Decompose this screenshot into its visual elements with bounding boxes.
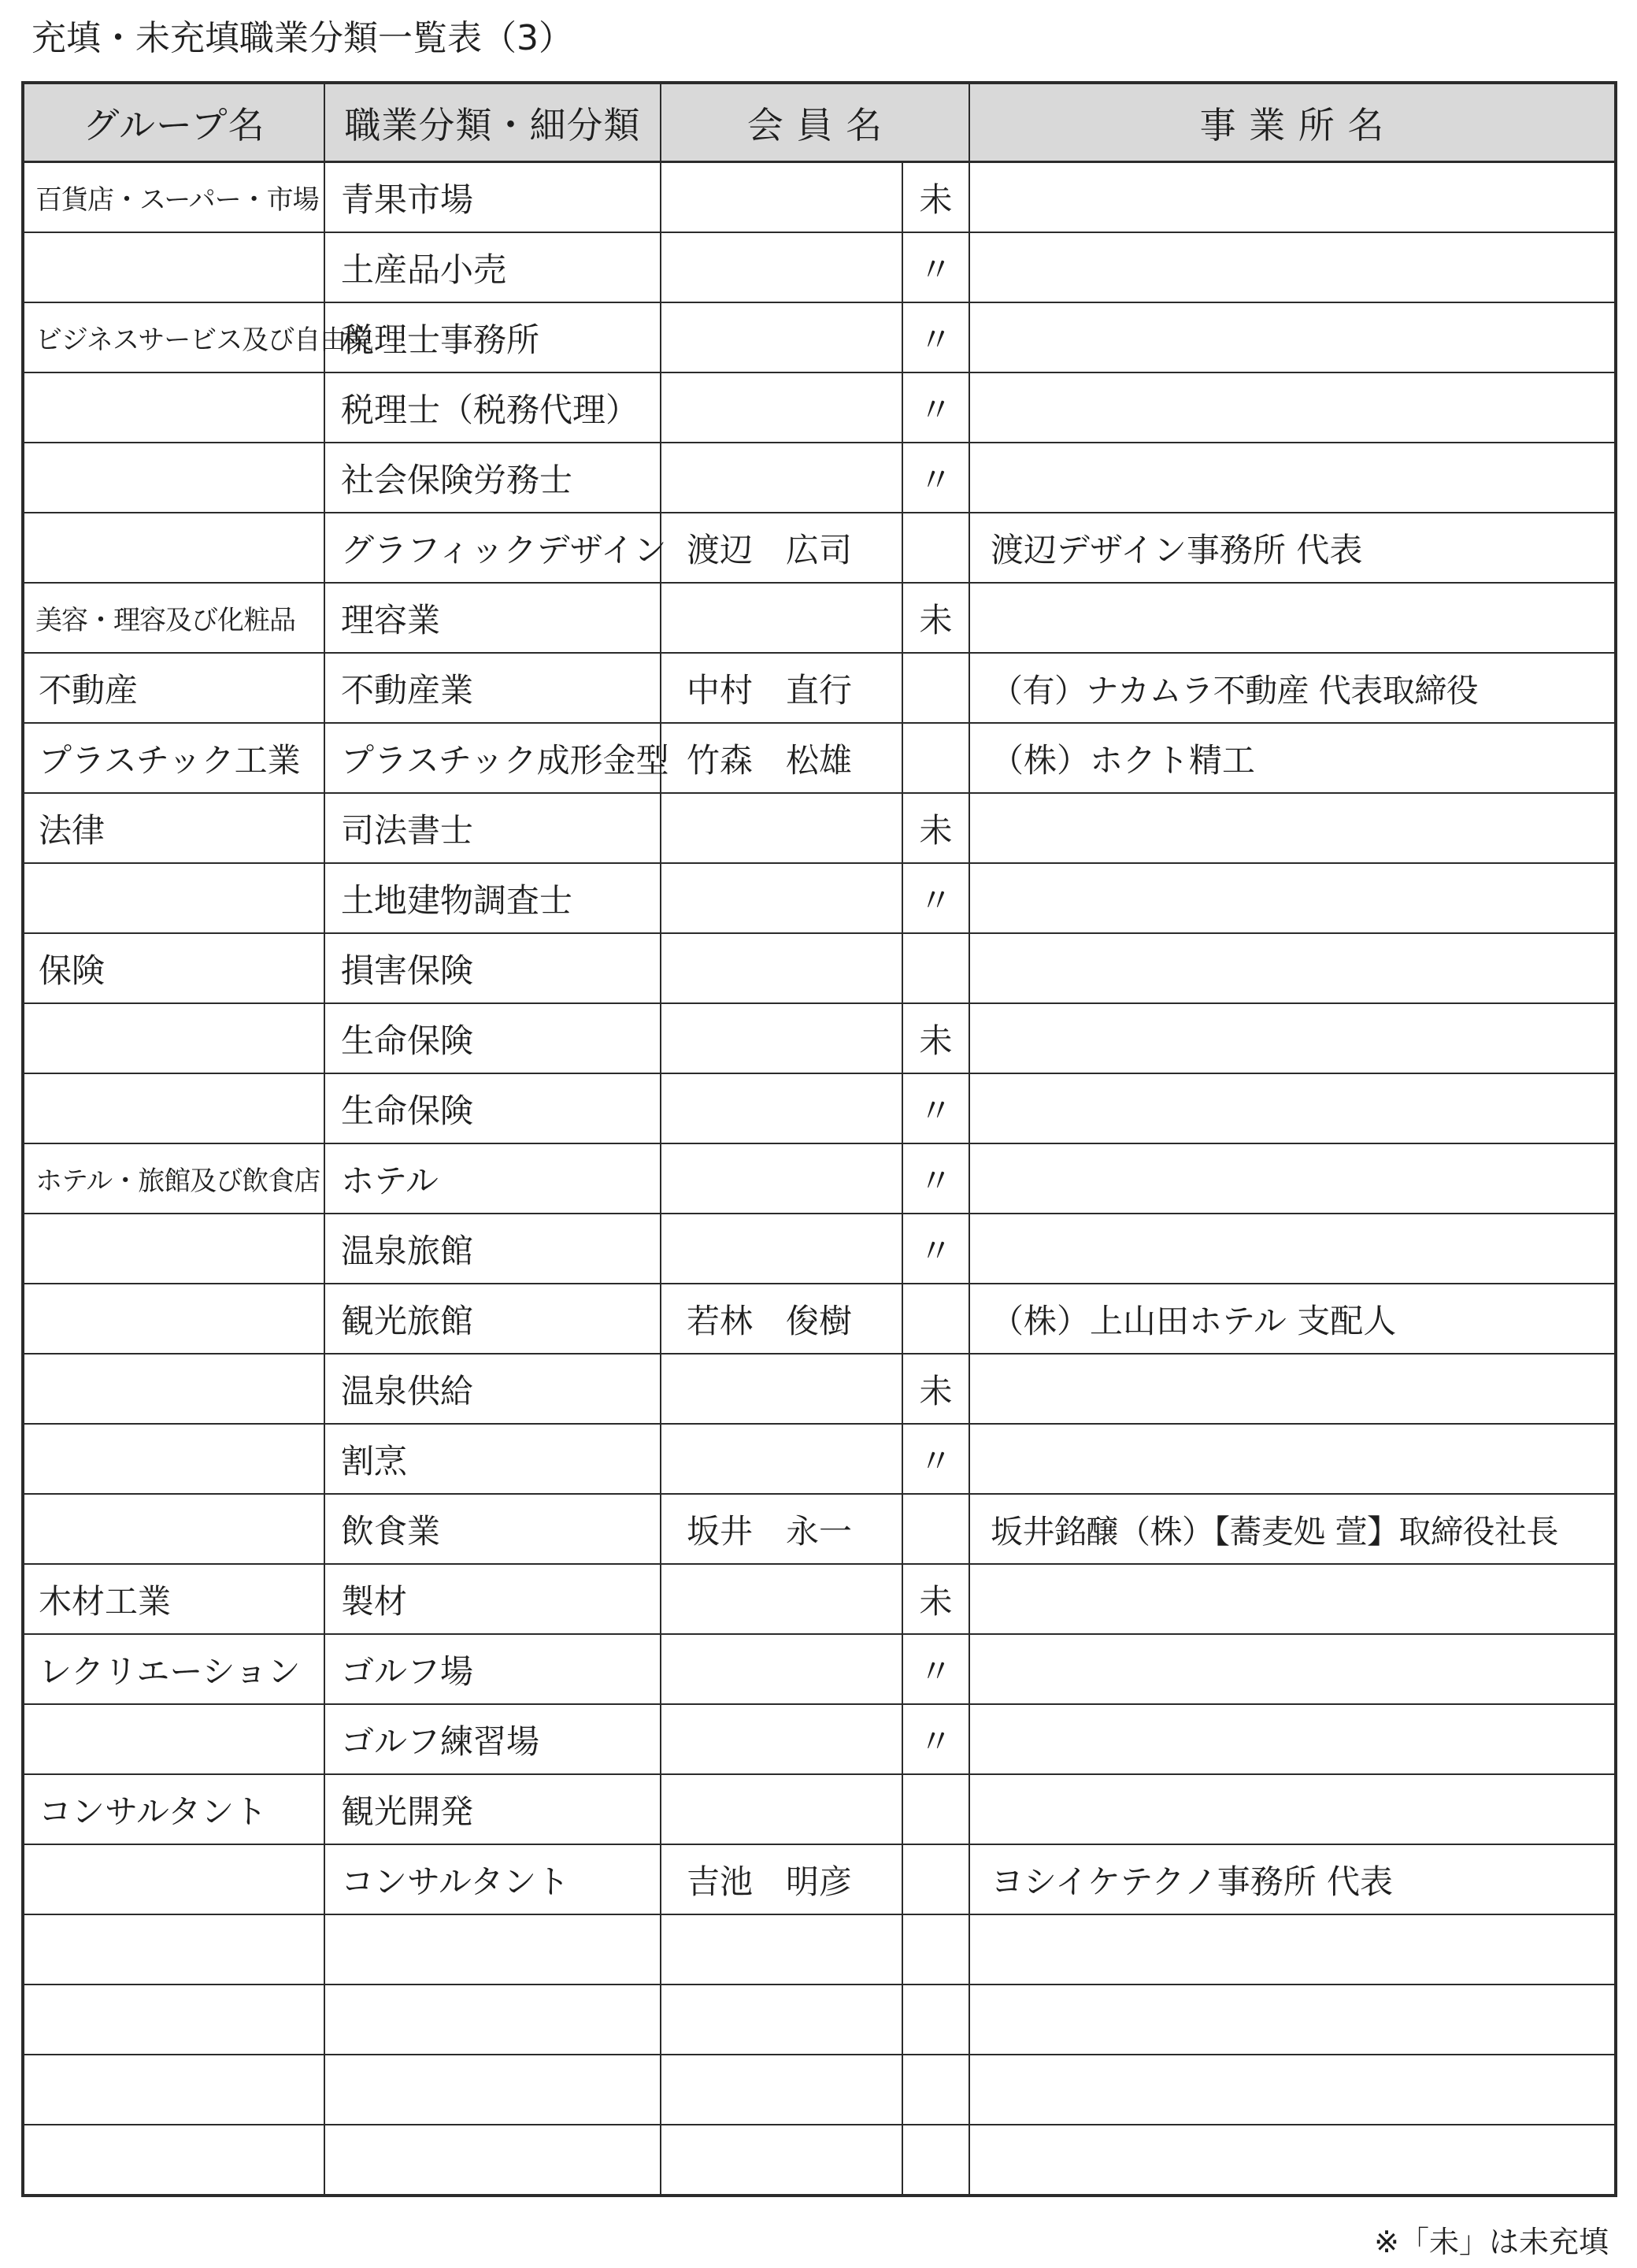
group-cell: コンサルタント	[23, 1774, 324, 1844]
group-cell	[23, 1844, 324, 1914]
group-cell: 美容・理容及び化粧品	[23, 583, 324, 653]
header-office: 事 業 所 名	[969, 83, 1616, 162]
status-mark-cell	[902, 1984, 969, 2055]
member-cell	[661, 302, 902, 372]
office-cell	[969, 162, 1616, 233]
status-mark-cell: 〃	[902, 1634, 969, 1704]
group-cell	[23, 1214, 324, 1284]
office-cell	[969, 302, 1616, 372]
table-row	[23, 583, 1616, 653]
occupation-table	[21, 81, 1617, 2197]
category-cell: 生命保険	[324, 1003, 661, 1073]
status-mark-cell	[902, 513, 969, 583]
category-cell: プラスチック成形金型	[324, 723, 661, 793]
category-cell: 温泉供給	[324, 1354, 661, 1424]
category-cell: ホテル	[324, 1143, 661, 1214]
category-cell	[324, 1914, 661, 1984]
table-row	[23, 162, 1616, 233]
group-cell: ビジネスサービス及び自由業	[23, 302, 324, 372]
status-mark-cell	[902, 2055, 969, 2125]
table-row	[23, 653, 1616, 723]
member-cell: 若林 俊樹	[661, 1284, 902, 1354]
group-cell: 保険	[23, 933, 324, 1003]
office-cell	[969, 2125, 1616, 2196]
group-cell	[23, 1003, 324, 1073]
table-row	[23, 2055, 1616, 2125]
member-cell: 坂井 永一	[661, 1494, 902, 1564]
status-mark-cell: 〃	[902, 232, 969, 302]
status-mark-cell	[902, 1494, 969, 1564]
member-cell	[661, 933, 902, 1003]
table-row	[23, 723, 1616, 793]
table-row	[23, 1143, 1616, 1214]
table-row	[23, 1073, 1616, 1143]
table-row	[23, 1984, 1616, 2055]
group-cell	[23, 1073, 324, 1143]
group-cell: 木材工業	[23, 1564, 324, 1634]
office-cell	[969, 1003, 1616, 1073]
member-cell	[661, 443, 902, 513]
group-cell	[23, 1354, 324, 1424]
member-cell	[661, 2055, 902, 2125]
status-mark-cell	[902, 2125, 969, 2196]
office-cell	[969, 1634, 1616, 1704]
group-cell	[23, 232, 324, 302]
office-cell	[969, 1354, 1616, 1424]
status-mark-cell: 〃	[902, 1214, 969, 1284]
header-row	[23, 83, 1616, 162]
group-cell	[23, 1284, 324, 1354]
category-cell: 温泉旅館	[324, 1214, 661, 1284]
office-cell	[969, 863, 1616, 933]
group-cell: 法律	[23, 793, 324, 863]
table-row	[23, 443, 1616, 513]
office-cell: 坂井銘醸（株）【蕎麦処 萱】取締役社長	[969, 1494, 1616, 1564]
office-cell	[969, 2055, 1616, 2125]
status-mark-cell: 未	[902, 1003, 969, 1073]
category-cell: 観光開発	[324, 1774, 661, 1844]
office-cell	[969, 1564, 1616, 1634]
member-cell	[661, 372, 902, 443]
table-row	[23, 1494, 1616, 1564]
category-cell: 損害保険	[324, 933, 661, 1003]
member-cell: 中村 直行	[661, 653, 902, 723]
category-cell: ゴルフ場	[324, 1634, 661, 1704]
status-mark-cell	[902, 1914, 969, 1984]
group-cell: 不動産	[23, 653, 324, 723]
office-cell: （株）ホクト精工	[969, 723, 1616, 793]
table-row	[23, 1003, 1616, 1073]
group-cell	[23, 2055, 324, 2125]
member-cell	[661, 162, 902, 233]
table-row	[23, 933, 1616, 1003]
group-cell: レクリエーション	[23, 1634, 324, 1704]
table-row	[23, 793, 1616, 863]
status-mark-cell	[902, 723, 969, 793]
group-cell: プラスチック工業	[23, 723, 324, 793]
category-cell	[324, 2125, 661, 2196]
status-mark-cell	[902, 653, 969, 723]
office-cell	[969, 1774, 1616, 1844]
office-cell	[969, 793, 1616, 863]
table-row	[23, 372, 1616, 443]
category-cell: 青果市場	[324, 162, 661, 233]
office-cell: ヨシイケテクノ事務所 代表	[969, 1844, 1616, 1914]
office-cell	[969, 1704, 1616, 1774]
status-mark-cell: 〃	[902, 443, 969, 513]
member-cell	[661, 1774, 902, 1844]
status-mark-cell	[902, 1774, 969, 1844]
category-cell: 割烹	[324, 1424, 661, 1494]
table-row	[23, 1914, 1616, 1984]
member-cell	[661, 1984, 902, 2055]
status-mark-cell: 〃	[902, 1704, 969, 1774]
member-cell	[661, 583, 902, 653]
office-cell	[969, 1424, 1616, 1494]
member-cell	[661, 1634, 902, 1704]
group-cell	[23, 1704, 324, 1774]
member-cell	[661, 1003, 902, 1073]
category-cell: 土産品小売	[324, 232, 661, 302]
table-body	[23, 162, 1616, 2196]
header-category: 職業分類・細分類	[324, 83, 661, 162]
status-mark-cell: 未	[902, 1354, 969, 1424]
group-cell	[23, 2125, 324, 2196]
category-cell: 理容業	[324, 583, 661, 653]
table-row	[23, 1424, 1616, 1494]
category-cell: 飲食業	[324, 1494, 661, 1564]
category-cell	[324, 2055, 661, 2125]
group-cell	[23, 372, 324, 443]
member-cell: 渡辺 広司	[661, 513, 902, 583]
category-cell: 観光旅館	[324, 1284, 661, 1354]
category-cell: 税理士事務所	[324, 302, 661, 372]
table-row	[23, 1704, 1616, 1774]
table-row	[23, 1844, 1616, 1914]
status-mark-cell: 〃	[902, 1424, 969, 1494]
office-cell: 渡辺デザイン事務所 代表	[969, 513, 1616, 583]
member-cell	[661, 863, 902, 933]
category-cell: 司法書士	[324, 793, 661, 863]
table-row	[23, 1354, 1616, 1424]
table-row	[23, 1214, 1616, 1284]
status-mark-cell: 〃	[902, 863, 969, 933]
member-cell	[661, 1424, 902, 1494]
category-cell: 不動産業	[324, 653, 661, 723]
group-cell	[23, 1424, 324, 1494]
table-row	[23, 1284, 1616, 1354]
office-cell	[969, 1073, 1616, 1143]
category-cell: 製材	[324, 1564, 661, 1634]
group-cell	[23, 513, 324, 583]
member-cell	[661, 2125, 902, 2196]
status-mark-cell: 〃	[902, 1143, 969, 1214]
header-group: グループ名	[23, 83, 324, 162]
member-cell	[661, 1143, 902, 1214]
table-row	[23, 232, 1616, 302]
table-row	[23, 1774, 1616, 1844]
category-cell: 社会保険労務士	[324, 443, 661, 513]
footnote: ※「未」は未充填	[1374, 2225, 1609, 2259]
status-mark-cell: 未	[902, 162, 969, 233]
category-cell: グラフィックデザイン	[324, 513, 661, 583]
member-cell	[661, 1914, 902, 1984]
page-title: 充填・未充填職業分類一覧表（3）	[31, 18, 573, 58]
status-mark-cell: 未	[902, 793, 969, 863]
member-cell	[661, 1073, 902, 1143]
office-cell	[969, 933, 1616, 1003]
status-mark-cell: 未	[902, 1564, 969, 1634]
status-mark-cell: 未	[902, 583, 969, 653]
member-cell: 竹森 松雄	[661, 723, 902, 793]
group-cell	[23, 1494, 324, 1564]
member-cell	[661, 1354, 902, 1424]
status-mark-cell	[902, 1284, 969, 1354]
table-row	[23, 863, 1616, 933]
office-cell	[969, 372, 1616, 443]
status-mark-cell	[902, 933, 969, 1003]
status-mark-cell: 〃	[902, 1073, 969, 1143]
member-cell	[661, 1564, 902, 1634]
table-row	[23, 513, 1616, 583]
office-cell	[969, 443, 1616, 513]
category-cell: 税理士（税務代理）	[324, 372, 661, 443]
group-cell	[23, 1914, 324, 1984]
member-cell: 吉池 明彦	[661, 1844, 902, 1914]
table-row	[23, 1634, 1616, 1704]
category-cell: ゴルフ練習場	[324, 1704, 661, 1774]
member-cell	[661, 793, 902, 863]
group-cell	[23, 863, 324, 933]
member-cell	[661, 232, 902, 302]
group-cell: ホテル・旅館及び飲食店	[23, 1143, 324, 1214]
member-cell	[661, 1704, 902, 1774]
office-cell	[969, 583, 1616, 653]
office-cell: （株）上山田ホテル 支配人	[969, 1284, 1616, 1354]
group-cell	[23, 1984, 324, 2055]
group-cell: 百貨店・スーパー・市場	[23, 162, 324, 233]
category-cell	[324, 1984, 661, 2055]
table-row	[23, 1564, 1616, 1634]
member-cell	[661, 1214, 902, 1284]
office-cell	[969, 1914, 1616, 1984]
status-mark-cell: 〃	[902, 302, 969, 372]
group-cell	[23, 443, 324, 513]
category-cell: 生命保険	[324, 1073, 661, 1143]
office-cell: （有）ナカムラ不動産 代表取締役	[969, 653, 1616, 723]
table-row	[23, 2125, 1616, 2196]
category-cell: コンサルタント	[324, 1844, 661, 1914]
office-cell	[969, 1143, 1616, 1214]
status-mark-cell: 〃	[902, 372, 969, 443]
header-member: 会 員 名	[661, 83, 969, 162]
status-mark-cell	[902, 1844, 969, 1914]
office-cell	[969, 232, 1616, 302]
office-cell	[969, 1984, 1616, 2055]
table-row	[23, 302, 1616, 372]
office-cell	[969, 1214, 1616, 1284]
category-cell: 土地建物調査士	[324, 863, 661, 933]
